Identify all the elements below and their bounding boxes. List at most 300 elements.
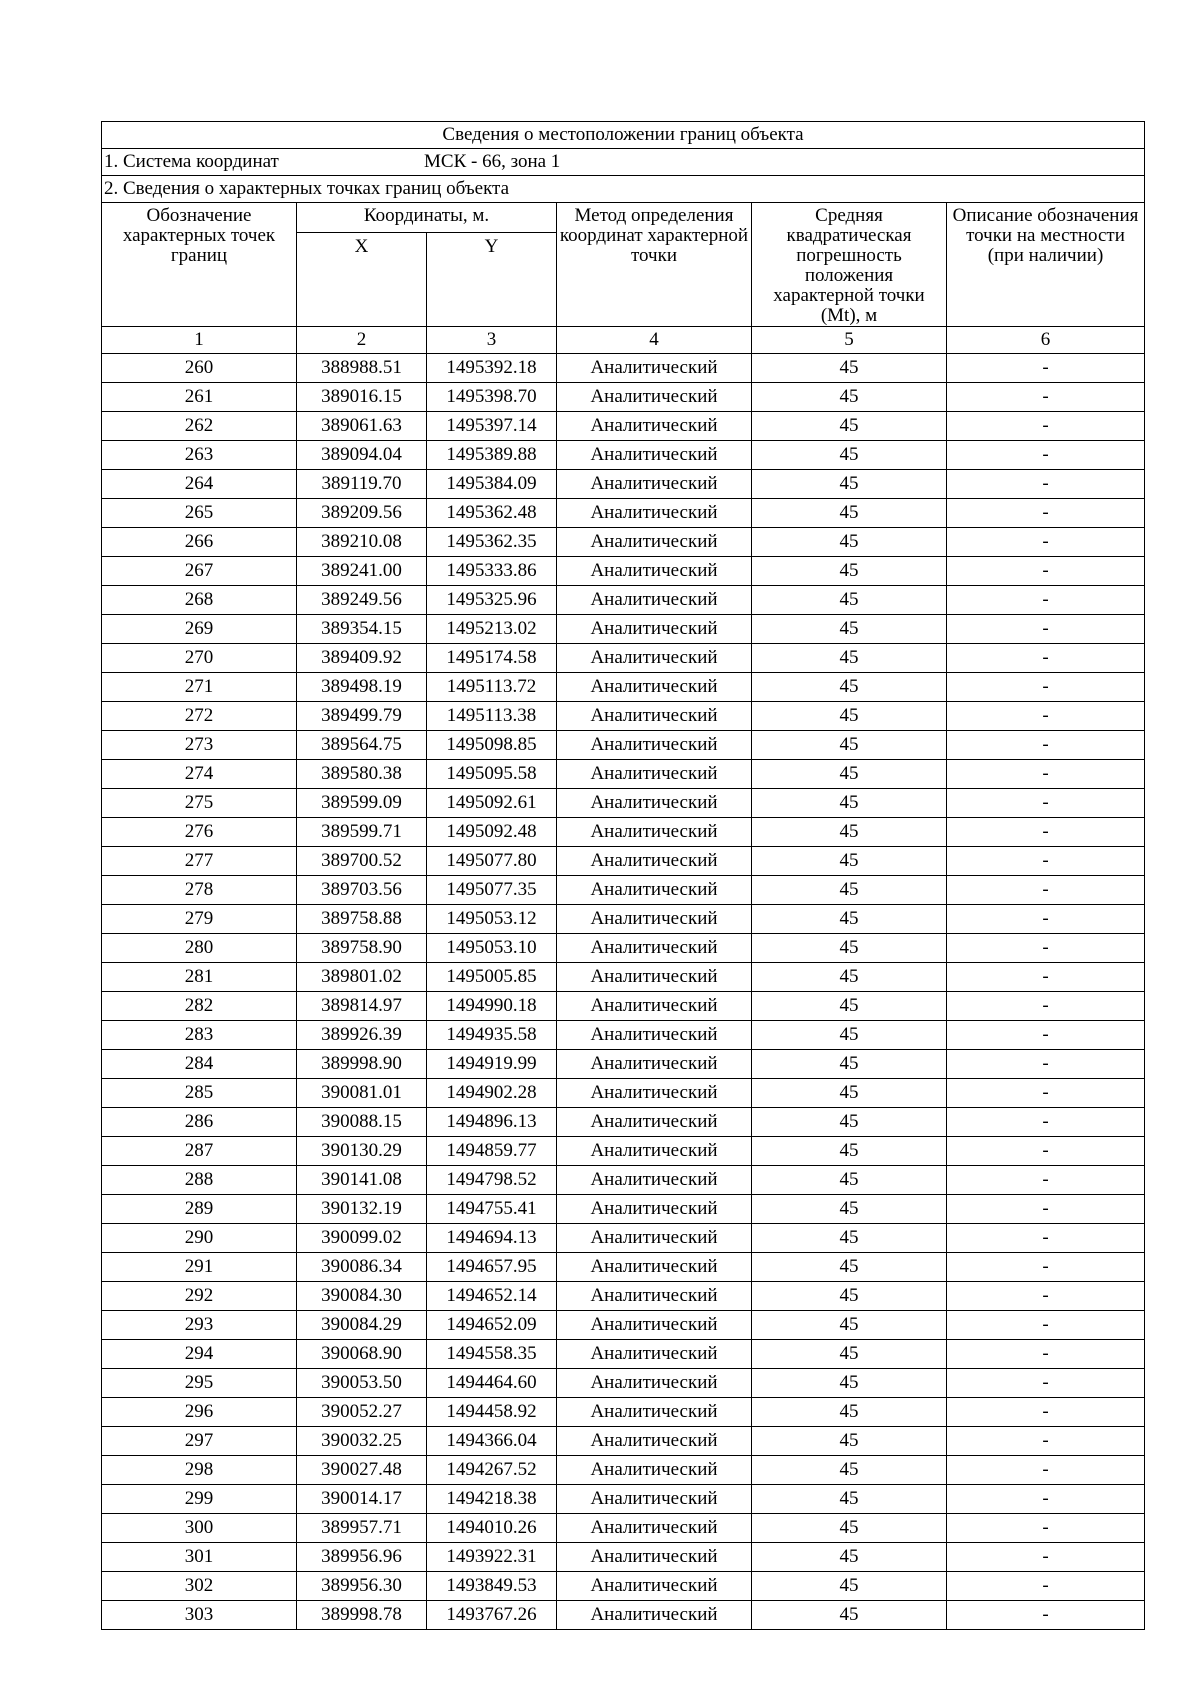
method-cell: Аналитический — [557, 644, 752, 673]
header-y: Y — [427, 233, 557, 327]
error-cell: 45 — [752, 557, 947, 586]
table-row — [102, 1398, 1145, 1427]
error-cell: 45 — [752, 789, 947, 818]
coord-y-cell: 1494458.92 — [427, 1398, 557, 1427]
table-row — [102, 1195, 1145, 1224]
coord-x-cell: 389119.70 — [297, 470, 427, 499]
method-cell: Аналитический — [557, 1543, 752, 1572]
table-row — [102, 673, 1145, 702]
coord-x-cell: 390086.34 — [297, 1253, 427, 1282]
coord-x-cell: 389599.09 — [297, 789, 427, 818]
point-id-cell: 284 — [102, 1050, 297, 1079]
coord-y-cell: 1495325.96 — [427, 586, 557, 615]
coord-x-cell: 389926.39 — [297, 1021, 427, 1050]
error-cell: 45 — [752, 1398, 947, 1427]
description-cell: - — [947, 1485, 1145, 1514]
description-cell: - — [947, 1021, 1145, 1050]
description-cell: - — [947, 1108, 1145, 1137]
coord-x-cell: 390084.29 — [297, 1311, 427, 1340]
point-id-cell: 272 — [102, 702, 297, 731]
error-cell: 45 — [752, 673, 947, 702]
table-row — [102, 1485, 1145, 1514]
coord-x-cell: 389599.71 — [297, 818, 427, 847]
coord-x-cell: 390132.19 — [297, 1195, 427, 1224]
point-id-cell: 302 — [102, 1572, 297, 1601]
point-id-cell: 285 — [102, 1079, 297, 1108]
coord-x-cell: 389998.90 — [297, 1050, 427, 1079]
description-cell: - — [947, 499, 1145, 528]
error-cell: 45 — [752, 383, 947, 412]
table-row — [102, 1108, 1145, 1137]
table-row — [102, 934, 1145, 963]
table-row — [102, 470, 1145, 499]
method-cell: Аналитический — [557, 1166, 752, 1195]
method-cell: Аналитический — [557, 1224, 752, 1253]
coord-y-cell: 1495398.70 — [427, 383, 557, 412]
error-cell: 45 — [752, 1572, 947, 1601]
coord-y-cell: 1495053.12 — [427, 905, 557, 934]
table-row — [102, 963, 1145, 992]
coord-x-cell: 389498.19 — [297, 673, 427, 702]
error-cell: 45 — [752, 1108, 947, 1137]
description-cell: - — [947, 441, 1145, 470]
table-row — [102, 528, 1145, 557]
error-cell: 45 — [752, 528, 947, 557]
description-cell: - — [947, 905, 1145, 934]
error-cell: 45 — [752, 818, 947, 847]
point-id-cell: 291 — [102, 1253, 297, 1282]
description-cell: - — [947, 644, 1145, 673]
description-cell: - — [947, 557, 1145, 586]
description-cell: - — [947, 1427, 1145, 1456]
description-cell: - — [947, 1340, 1145, 1369]
method-cell: Аналитический — [557, 1427, 752, 1456]
coord-y-cell: 1495092.48 — [427, 818, 557, 847]
coord-y-cell: 1494694.13 — [427, 1224, 557, 1253]
method-cell: Аналитический — [557, 963, 752, 992]
coord-x-cell: 390027.48 — [297, 1456, 427, 1485]
coord-y-cell: 1494558.35 — [427, 1340, 557, 1369]
description-cell: - — [947, 354, 1145, 383]
table-row — [102, 992, 1145, 1021]
method-cell: Аналитический — [557, 905, 752, 934]
point-id-cell: 301 — [102, 1543, 297, 1572]
coord-x-cell: 390084.30 — [297, 1282, 427, 1311]
coord-y-cell: 1495077.35 — [427, 876, 557, 905]
error-cell: 45 — [752, 847, 947, 876]
coord-y-cell: 1494657.95 — [427, 1253, 557, 1282]
coord-system-row — [102, 149, 1145, 176]
error-cell: 45 — [752, 1601, 947, 1630]
description-cell: - — [947, 992, 1145, 1021]
header-x: X — [297, 233, 427, 327]
error-cell: 45 — [752, 731, 947, 760]
coord-system-cell — [102, 149, 1145, 176]
column-number: 6 — [947, 327, 1145, 354]
table-row — [102, 412, 1145, 441]
coord-x-cell: 390068.90 — [297, 1340, 427, 1369]
coord-y-cell: 1494798.52 — [427, 1166, 557, 1195]
coord-y-cell: 1495113.38 — [427, 702, 557, 731]
method-cell: Аналитический — [557, 702, 752, 731]
description-cell: - — [947, 847, 1145, 876]
coord-y-cell: 1495113.72 — [427, 673, 557, 702]
table-row — [102, 615, 1145, 644]
description-cell: - — [947, 1601, 1145, 1630]
description-cell: - — [947, 1369, 1145, 1398]
description-cell: - — [947, 412, 1145, 441]
table-row — [102, 1021, 1145, 1050]
coord-y-cell: 1495174.58 — [427, 644, 557, 673]
coord-x-cell: 390088.15 — [297, 1108, 427, 1137]
header-point: Обозначение характерных точек границ — [102, 203, 297, 327]
description-cell: - — [947, 1137, 1145, 1166]
method-cell: Аналитический — [557, 673, 752, 702]
error-cell: 45 — [752, 905, 947, 934]
header-error: Средняя квадратическая погрешность положения характерной точки (Mt), м — [752, 203, 947, 327]
method-cell: Аналитический — [557, 1340, 752, 1369]
coord-y-cell: 1494755.41 — [427, 1195, 557, 1224]
error-cell: 45 — [752, 470, 947, 499]
point-id-cell: 280 — [102, 934, 297, 963]
method-cell: Аналитический — [557, 847, 752, 876]
coord-y-cell: 1493767.26 — [427, 1601, 557, 1630]
coord-x-cell: 389703.56 — [297, 876, 427, 905]
table-row — [102, 818, 1145, 847]
point-id-cell: 277 — [102, 847, 297, 876]
method-cell: Аналитический — [557, 1369, 752, 1398]
coord-x-cell: 389499.79 — [297, 702, 427, 731]
table-row — [102, 1311, 1145, 1340]
coord-y-cell: 1494935.58 — [427, 1021, 557, 1050]
coord-system-label: 1. Система координат — [104, 151, 279, 172]
coord-y-cell: 1494652.14 — [427, 1282, 557, 1311]
point-id-cell: 262 — [102, 412, 297, 441]
coord-x-cell: 390081.01 — [297, 1079, 427, 1108]
coord-x-cell: 389998.78 — [297, 1601, 427, 1630]
coord-x-cell: 389061.63 — [297, 412, 427, 441]
method-cell: Аналитический — [557, 1108, 752, 1137]
method-cell: Аналитический — [557, 615, 752, 644]
coord-y-cell: 1495053.10 — [427, 934, 557, 963]
error-cell: 45 — [752, 1195, 947, 1224]
method-cell: Аналитический — [557, 818, 752, 847]
point-id-cell: 269 — [102, 615, 297, 644]
error-cell: 45 — [752, 760, 947, 789]
coord-x-cell: 389801.02 — [297, 963, 427, 992]
table-row — [102, 557, 1145, 586]
coord-y-cell: 1494366.04 — [427, 1427, 557, 1456]
coord-y-cell: 1495095.58 — [427, 760, 557, 789]
method-cell: Аналитический — [557, 528, 752, 557]
table-row — [102, 499, 1145, 528]
table-row — [102, 354, 1145, 383]
coord-y-cell: 1495362.48 — [427, 499, 557, 528]
method-cell: Аналитический — [557, 1021, 752, 1050]
description-cell: - — [947, 586, 1145, 615]
description-cell: - — [947, 1253, 1145, 1282]
boundary-points-table — [101, 121, 1145, 1630]
description-cell: - — [947, 1282, 1145, 1311]
error-cell: 45 — [752, 1485, 947, 1514]
point-id-cell: 260 — [102, 354, 297, 383]
method-cell: Аналитический — [557, 1282, 752, 1311]
coord-x-cell: 389700.52 — [297, 847, 427, 876]
coord-y-cell: 1495397.14 — [427, 412, 557, 441]
description-cell: - — [947, 1543, 1145, 1572]
coord-y-cell: 1493849.53 — [427, 1572, 557, 1601]
point-id-cell: 296 — [102, 1398, 297, 1427]
column-number: 2 — [297, 327, 427, 354]
coord-x-cell: 389409.92 — [297, 644, 427, 673]
method-cell: Аналитический — [557, 1572, 752, 1601]
error-cell: 45 — [752, 1079, 947, 1108]
point-id-cell: 282 — [102, 992, 297, 1021]
point-id-cell: 286 — [102, 1108, 297, 1137]
description-cell: - — [947, 876, 1145, 905]
error-cell: 45 — [752, 876, 947, 905]
method-cell: Аналитический — [557, 586, 752, 615]
coord-y-cell: 1495389.88 — [427, 441, 557, 470]
point-id-cell: 263 — [102, 441, 297, 470]
table-row — [102, 1572, 1145, 1601]
coord-y-cell: 1495362.35 — [427, 528, 557, 557]
coord-x-cell: 389016.15 — [297, 383, 427, 412]
point-id-cell: 273 — [102, 731, 297, 760]
description-cell: - — [947, 1456, 1145, 1485]
coord-y-cell: 1494859.77 — [427, 1137, 557, 1166]
description-cell: - — [947, 1398, 1145, 1427]
table-row — [102, 1456, 1145, 1485]
point-id-cell: 264 — [102, 470, 297, 499]
column-numbers-row — [102, 327, 1145, 354]
coord-y-cell: 1494218.38 — [427, 1485, 557, 1514]
description-cell: - — [947, 963, 1145, 992]
error-cell: 45 — [752, 1137, 947, 1166]
error-cell: 45 — [752, 586, 947, 615]
table-row — [102, 1224, 1145, 1253]
point-id-cell: 283 — [102, 1021, 297, 1050]
coord-x-cell: 389094.04 — [297, 441, 427, 470]
method-cell: Аналитический — [557, 789, 752, 818]
point-id-cell: 271 — [102, 673, 297, 702]
point-id-cell: 290 — [102, 1224, 297, 1253]
coord-y-cell: 1495384.09 — [427, 470, 557, 499]
description-cell: - — [947, 615, 1145, 644]
method-cell: Аналитический — [557, 1311, 752, 1340]
point-id-cell: 299 — [102, 1485, 297, 1514]
table-row — [102, 644, 1145, 673]
method-cell: Аналитический — [557, 1514, 752, 1543]
header-row-top — [102, 203, 1145, 233]
table-row — [102, 1253, 1145, 1282]
error-cell: 45 — [752, 1311, 947, 1340]
description-cell: - — [947, 1050, 1145, 1079]
error-cell: 45 — [752, 702, 947, 731]
table-row — [102, 1369, 1145, 1398]
error-cell: 45 — [752, 1340, 947, 1369]
coord-y-cell: 1494919.99 — [427, 1050, 557, 1079]
method-cell: Аналитический — [557, 1398, 752, 1427]
section-title: 2. Сведения о характерных точках границ объекта — [102, 176, 1145, 203]
description-cell: - — [947, 760, 1145, 789]
point-id-cell: 298 — [102, 1456, 297, 1485]
coord-x-cell: 388988.51 — [297, 354, 427, 383]
method-cell: Аналитический — [557, 499, 752, 528]
coord-y-cell: 1494010.26 — [427, 1514, 557, 1543]
table-row — [102, 702, 1145, 731]
description-cell: - — [947, 789, 1145, 818]
method-cell: Аналитический — [557, 383, 752, 412]
description-cell: - — [947, 702, 1145, 731]
coord-y-cell: 1494902.28 — [427, 1079, 557, 1108]
point-id-cell: 295 — [102, 1369, 297, 1398]
point-id-cell: 274 — [102, 760, 297, 789]
coord-x-cell: 390141.08 — [297, 1166, 427, 1195]
coord-y-cell: 1494652.09 — [427, 1311, 557, 1340]
point-id-cell: 265 — [102, 499, 297, 528]
coord-y-cell: 1495333.86 — [427, 557, 557, 586]
description-cell: - — [947, 470, 1145, 499]
coord-y-cell: 1495077.80 — [427, 847, 557, 876]
method-cell: Аналитический — [557, 1195, 752, 1224]
error-cell: 45 — [752, 644, 947, 673]
point-id-cell: 276 — [102, 818, 297, 847]
coord-x-cell: 390053.50 — [297, 1369, 427, 1398]
coord-x-cell: 390014.17 — [297, 1485, 427, 1514]
table-row — [102, 586, 1145, 615]
description-cell: - — [947, 934, 1145, 963]
header-description: Описание обозначения точки на местности (при наличии) — [947, 203, 1145, 327]
error-cell: 45 — [752, 499, 947, 528]
section-title-row — [102, 176, 1145, 203]
error-cell: 45 — [752, 441, 947, 470]
point-id-cell: 268 — [102, 586, 297, 615]
method-cell: Аналитический — [557, 1079, 752, 1108]
error-cell: 45 — [752, 1282, 947, 1311]
table-row — [102, 876, 1145, 905]
point-id-cell: 279 — [102, 905, 297, 934]
method-cell: Аналитический — [557, 470, 752, 499]
coord-x-cell: 389209.56 — [297, 499, 427, 528]
method-cell: Аналитический — [557, 992, 752, 1021]
method-cell: Аналитический — [557, 557, 752, 586]
coord-system-value: МСК - 66, зона 1 — [424, 151, 561, 172]
table-row — [102, 1079, 1145, 1108]
coord-y-cell: 1495213.02 — [427, 615, 557, 644]
description-cell: - — [947, 1224, 1145, 1253]
point-id-cell: 294 — [102, 1340, 297, 1369]
table-row — [102, 1137, 1145, 1166]
error-cell: 45 — [752, 1166, 947, 1195]
table-row — [102, 383, 1145, 412]
table-row — [102, 1282, 1145, 1311]
point-id-cell: 270 — [102, 644, 297, 673]
coord-x-cell: 390130.29 — [297, 1137, 427, 1166]
description-cell: - — [947, 731, 1145, 760]
coord-x-cell: 389814.97 — [297, 992, 427, 1021]
error-cell: 45 — [752, 354, 947, 383]
coord-y-cell: 1494990.18 — [427, 992, 557, 1021]
header-method: Метод определения координат характерной точки — [557, 203, 752, 327]
error-cell: 45 — [752, 1456, 947, 1485]
coord-x-cell: 389580.38 — [297, 760, 427, 789]
method-cell: Аналитический — [557, 934, 752, 963]
coord-x-cell: 389758.88 — [297, 905, 427, 934]
table-row — [102, 1050, 1145, 1079]
error-cell: 45 — [752, 615, 947, 644]
table-row — [102, 1514, 1145, 1543]
coord-x-cell: 389758.90 — [297, 934, 427, 963]
table-row — [102, 760, 1145, 789]
point-id-cell: 303 — [102, 1601, 297, 1630]
error-cell: 45 — [752, 1427, 947, 1456]
method-cell: Аналитический — [557, 441, 752, 470]
coord-y-cell: 1495005.85 — [427, 963, 557, 992]
error-cell: 45 — [752, 1253, 947, 1282]
table-row — [102, 1543, 1145, 1572]
table-body — [102, 122, 1145, 1630]
table-row — [102, 1601, 1145, 1630]
header-coords-group: Координаты, м. — [297, 203, 557, 233]
error-cell: 45 — [752, 1369, 947, 1398]
table-row — [102, 731, 1145, 760]
point-id-cell: 287 — [102, 1137, 297, 1166]
error-cell: 45 — [752, 1224, 947, 1253]
table-row — [102, 1340, 1145, 1369]
coord-y-cell: 1494267.52 — [427, 1456, 557, 1485]
point-id-cell: 292 — [102, 1282, 297, 1311]
description-cell: - — [947, 383, 1145, 412]
description-cell: - — [947, 1195, 1145, 1224]
method-cell: Аналитический — [557, 1050, 752, 1079]
table-row — [102, 1427, 1145, 1456]
column-number: 5 — [752, 327, 947, 354]
point-id-cell: 266 — [102, 528, 297, 557]
error-cell: 45 — [752, 1021, 947, 1050]
column-number: 4 — [557, 327, 752, 354]
coord-x-cell: 390032.25 — [297, 1427, 427, 1456]
error-cell: 45 — [752, 934, 947, 963]
method-cell: Аналитический — [557, 1456, 752, 1485]
point-id-cell: 275 — [102, 789, 297, 818]
description-cell: - — [947, 673, 1145, 702]
column-number: 3 — [427, 327, 557, 354]
column-number: 1 — [102, 327, 297, 354]
description-cell: - — [947, 1311, 1145, 1340]
table-row — [102, 441, 1145, 470]
coord-x-cell: 389957.71 — [297, 1514, 427, 1543]
coord-y-cell: 1495392.18 — [427, 354, 557, 383]
table-row — [102, 1166, 1145, 1195]
method-cell: Аналитический — [557, 412, 752, 441]
error-cell: 45 — [752, 1514, 947, 1543]
point-id-cell: 297 — [102, 1427, 297, 1456]
coord-x-cell: 389249.56 — [297, 586, 427, 615]
coord-y-cell: 1495098.85 — [427, 731, 557, 760]
table-row — [102, 905, 1145, 934]
table-row — [102, 847, 1145, 876]
method-cell: Аналитический — [557, 1253, 752, 1282]
description-cell: - — [947, 1572, 1145, 1601]
method-cell: Аналитический — [557, 354, 752, 383]
title-row — [102, 122, 1145, 149]
error-cell: 45 — [752, 412, 947, 441]
method-cell: Аналитический — [557, 760, 752, 789]
table-title: Сведения о местоположении границ объекта — [102, 122, 1145, 149]
description-cell: - — [947, 818, 1145, 847]
coord-x-cell: 390052.27 — [297, 1398, 427, 1427]
